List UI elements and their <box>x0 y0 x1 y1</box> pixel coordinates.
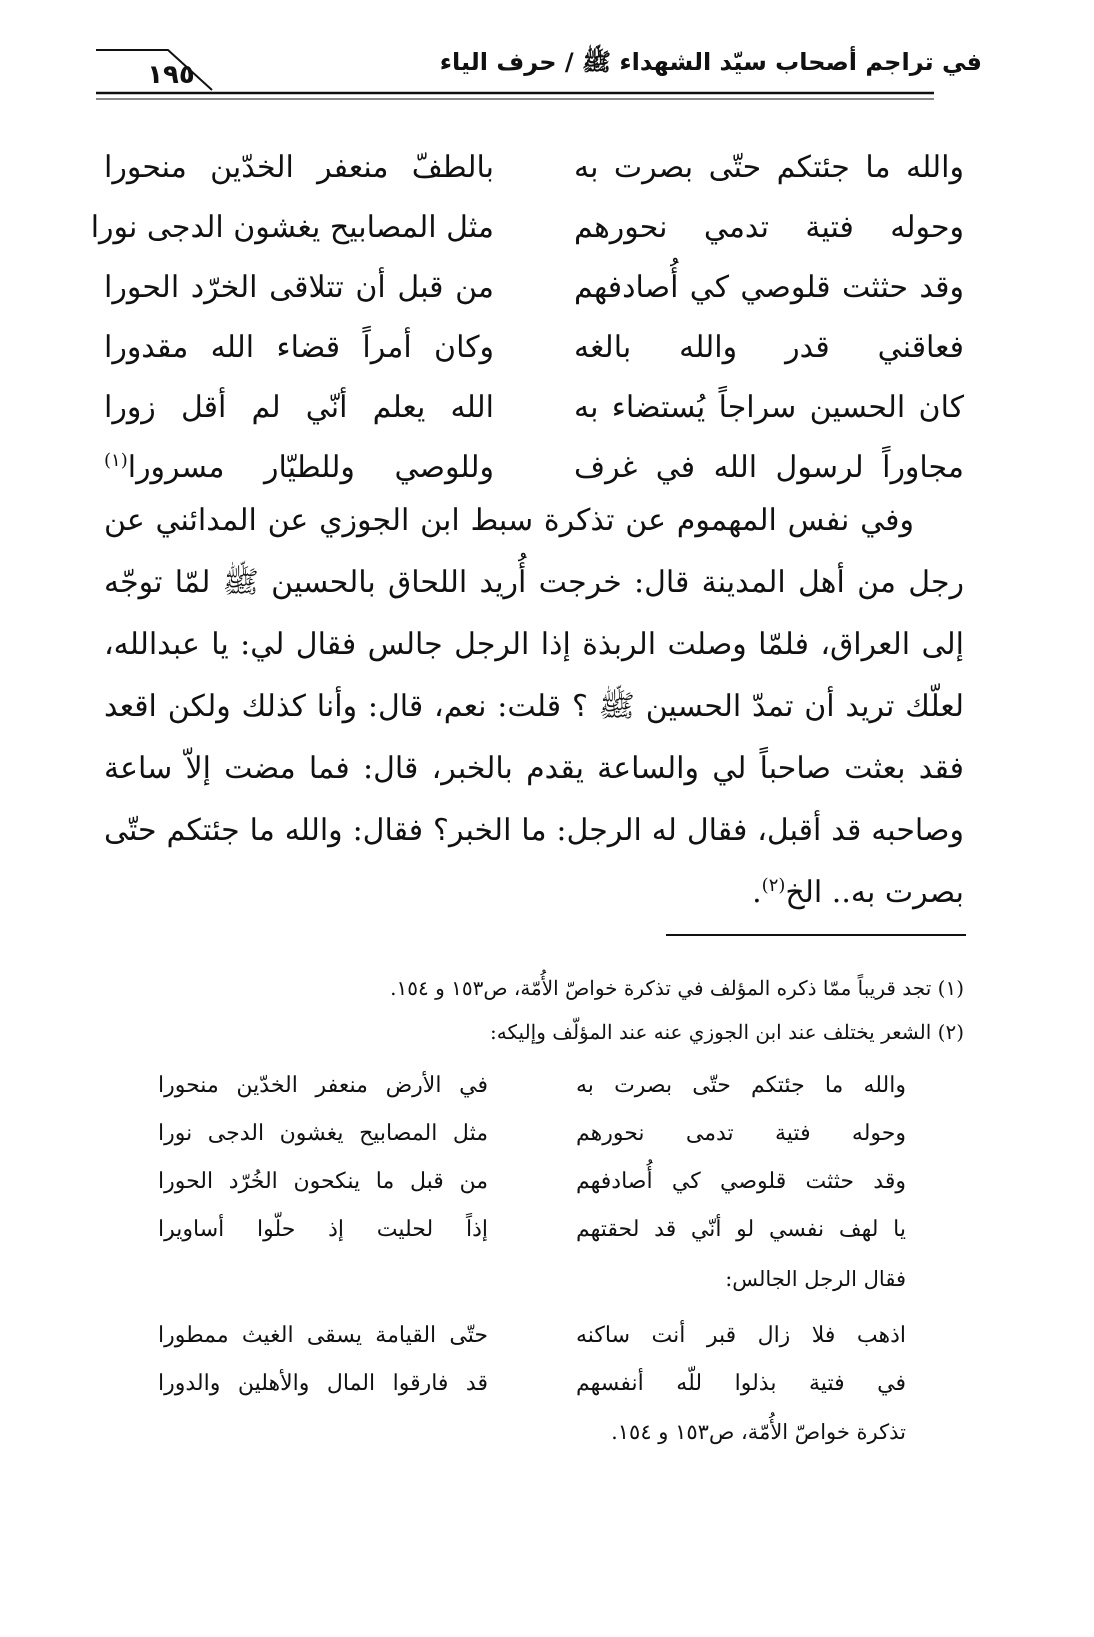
verse-first-hemistich: مجاوراً لرسول الله في غرف <box>574 450 964 485</box>
verse-second-hemistich: الله يعلم أنّي لم أقل زورا <box>104 390 494 425</box>
verse-row <box>104 138 964 198</box>
verse-second-hemistich: قد فارقوا المال والأهلين والدورا <box>158 1371 488 1396</box>
footnote-1: (١) تجد قريباً ممّا ذكره المؤلف في تذكرة خواصّ الأُمّة، ص١٥٣ و ١٥٤. <box>390 976 964 1000</box>
verse-row <box>104 438 964 498</box>
footnote-verse-row <box>104 1360 964 1408</box>
footnote-poem-a <box>104 1062 964 1254</box>
footnote-source: تذكرة خواصّ الأُمّة، ص١٥٣ و ١٥٤. <box>611 1420 906 1444</box>
page-number: ١٩٥ <box>147 60 195 90</box>
verse-row <box>104 258 964 318</box>
verse-first-hemistich: وحوله فتية تدمى نحورهم <box>576 1121 906 1146</box>
verse-first-hemistich: وقد حثثت قلوصي كي أُصادفهم <box>576 1169 906 1194</box>
hemistich-text: وللوصي وللطيّار مسرورا <box>127 450 494 485</box>
verse-first-hemistich: وحوله فتية تدمي نحورهم <box>574 210 964 245</box>
verse-second-hemistich: مثل المصابيح يغشون الدجى نورا <box>158 1121 488 1146</box>
paragraph-text: وفي نفس المهموم عن تذكرة سبط ابن الجوزي عن المدائني عن رجل من أهل المدينة قال: خرجت أُريد اللحاق بالحسين ﷺ لمّا توجّه إلى العراق، فلمّا وصلت الربذة إذا الرجل جالس فقال لي: يا عبدالله، لعلّك تريد أن تمدّ الحسين ﷺ ؟ قلت: نعم، قال: وأنا كذلك ولكن اقعد فقد بعثت صاحباً لي والساعة يقدم بالخبر، قال: فما مضت إلاّ ساعة وصاحبه قد أقبل، فقال له الرجل: ما الخبر؟ فقال: والله ما جئتكم حتّى بصرت به.. الخ <box>104 503 964 910</box>
verse-second-hemistich: من قبل ما ينكحون الخُرّد الحورا <box>158 1169 488 1194</box>
verse-first-hemistich: والله ما جئتكم حتّى بصرت به <box>576 1073 906 1098</box>
verse-second-hemistich: إذاً لحليت إذ حلّوا أساويرا <box>158 1217 488 1242</box>
verse-second-hemistich: من قبل أن تتلاقى الخرّد الحورا <box>104 270 494 305</box>
verse-first-hemistich: فعاقني قدر والله بالغه <box>574 330 964 365</box>
poem-block <box>90 138 964 498</box>
paragraph-end: . <box>752 875 762 910</box>
footnote-verse-row <box>104 1206 964 1254</box>
verse-second-hemistich: مثل المصابيح يغشون الدجى نورا <box>90 210 494 245</box>
footnote-verse-row <box>104 1158 964 1206</box>
footnote-2: (٢) الشعر يختلف عند ابن الجوزي عنه عند المؤلّف وإليكه: <box>490 1020 964 1044</box>
footnotes <box>104 966 964 1456</box>
verse-first-hemistich: في فتية بذلوا للّه أنفسهم <box>576 1371 906 1396</box>
footnote-verse-row <box>104 1312 964 1360</box>
verse-row <box>90 198 964 258</box>
verse-first-hemistich: يا لهف نفسي لو أنّي قد لحقتهم <box>576 1217 906 1242</box>
body-paragraph <box>104 490 964 924</box>
footnote-separator <box>666 934 966 936</box>
footnote-marker: (١) <box>104 450 128 471</box>
verse-first-hemistich: والله ما جئتكم حتّى بصرت به <box>574 150 964 185</box>
verse-row <box>104 318 964 378</box>
footnote-verse-row <box>104 1062 964 1110</box>
footnote-marker: (٢) <box>761 875 786 896</box>
verse-second-hemistich: في الأرض منعفر الخدّين منحورا <box>158 1073 488 1098</box>
body-paragraph-block <box>104 490 964 924</box>
verse-second-hemistich <box>104 438 494 498</box>
verse-second-hemistich: حتّى القيامة يسقى الغيث ممطورا <box>158 1323 488 1348</box>
verse-first-hemistich: كان الحسين سراجاً يُستضاء به <box>574 390 964 425</box>
verse-first-hemistich: اذهب فلا زال قبر أنت ساكنه <box>576 1323 906 1348</box>
verse-second-hemistich: وكان أمراً قضاء الله مقدورا <box>104 330 494 365</box>
verse-second-hemistich: بالطفّ منعفر الخدّين منحورا <box>104 150 494 185</box>
running-header-title: في تراجم أصحاب سيّد الشهداء ﷺ / حرف الياء <box>439 48 982 76</box>
footnote-poem-b <box>104 1312 964 1408</box>
verse-row <box>104 378 964 438</box>
footnote-verse-row <box>104 1110 964 1158</box>
verse-first-hemistich: وقد حثثت قلوصي كي أُصادفهم <box>574 270 964 305</box>
footnote-label: فقال الرجل الجالس: <box>725 1267 906 1291</box>
